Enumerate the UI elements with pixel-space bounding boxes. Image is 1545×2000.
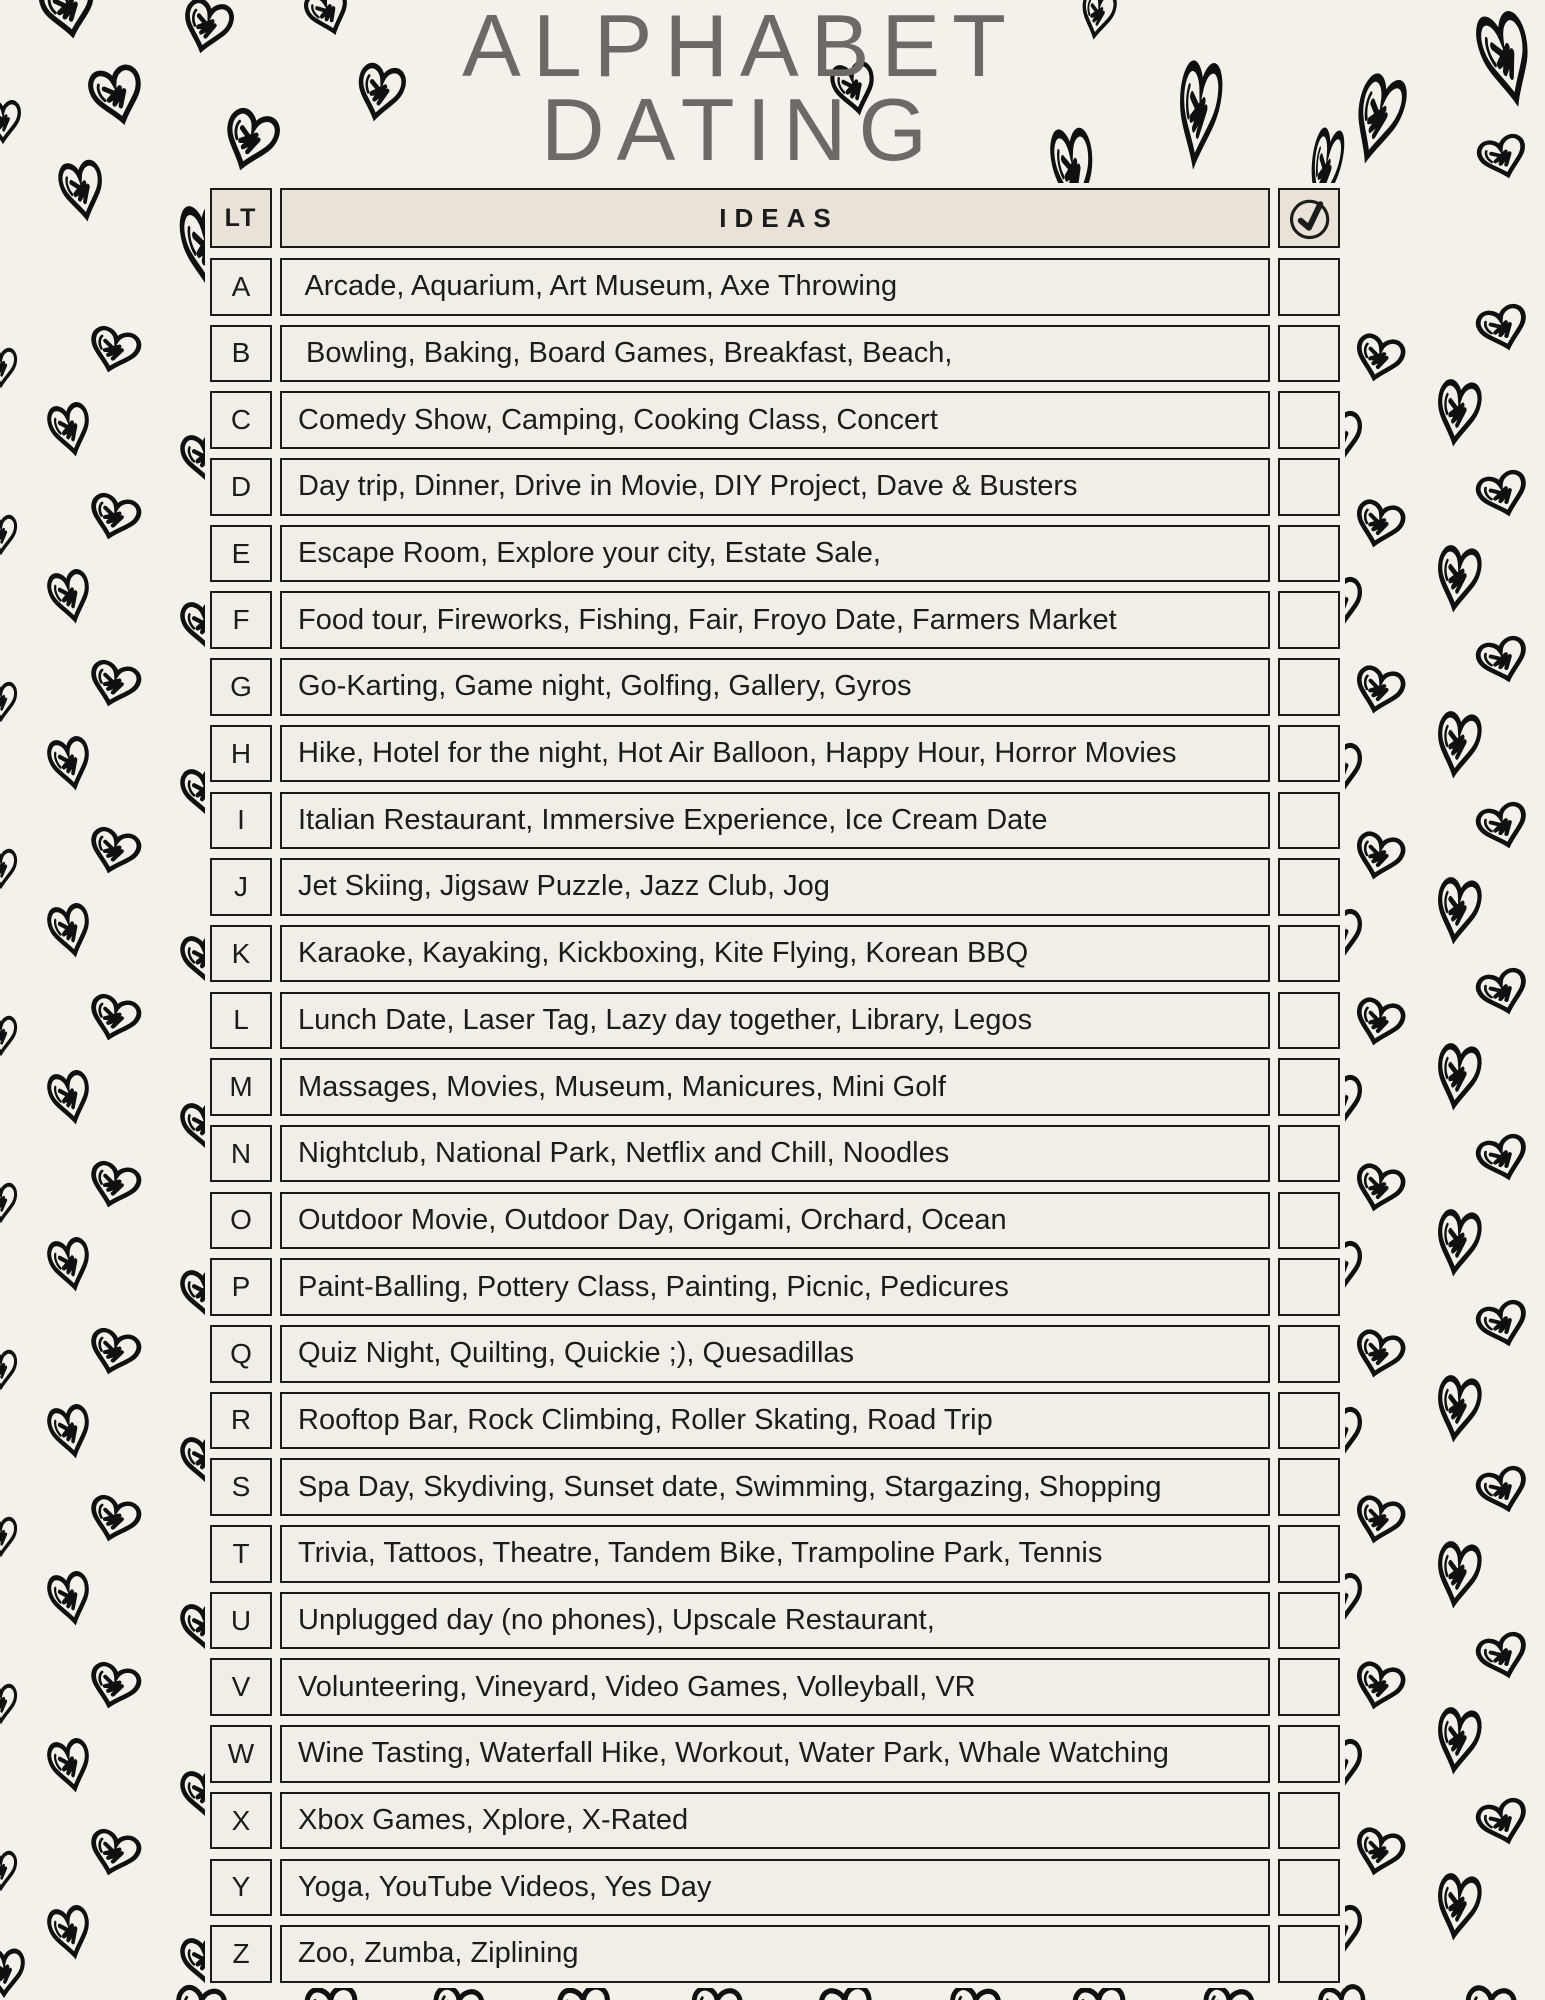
letter-cell: C xyxy=(210,391,272,449)
check-cell[interactable] xyxy=(1278,391,1340,449)
heart-doodle-icon xyxy=(1470,1791,1535,1852)
table-row xyxy=(210,591,1340,649)
ideas-cell: Spa Day, Skydiving, Sunset date, Swimming, Stargazing, Shopping xyxy=(280,1458,1270,1516)
heart-doodle-icon xyxy=(1348,1489,1411,1550)
check-cell[interactable] xyxy=(1278,1192,1340,1250)
heart-doodle-icon xyxy=(42,730,97,796)
check-cell[interactable] xyxy=(1278,1125,1340,1183)
heart-doodle-icon xyxy=(1430,1701,1486,1779)
heart-doodle-icon xyxy=(1470,961,1535,1022)
heart-doodle-icon xyxy=(1470,1459,1535,1520)
heart-doodle-icon xyxy=(0,1945,26,1999)
table-row xyxy=(210,858,1340,916)
ideas-cell: Trivia, Tattoos, Theatre, Tandem Bike, Trampoline Park, Tennis xyxy=(280,1525,1270,1583)
heart-doodle-icon xyxy=(1470,795,1535,856)
table-header-row xyxy=(210,188,1340,248)
check-cell[interactable] xyxy=(1278,925,1340,983)
heart-doodle-icon xyxy=(0,1013,18,1057)
ideas-cell: Hike, Hotel for the night, Hot Air Balloon, Happy Hour, Horror Movies xyxy=(280,725,1270,783)
letter-cell: L xyxy=(210,992,272,1050)
heart-doodle-icon xyxy=(1430,871,1486,949)
heart-doodle-icon xyxy=(42,563,97,629)
check-cell[interactable] xyxy=(1278,591,1340,649)
ideas-cell: Quiz Night, Quilting, Quickie ;), Quesadillas xyxy=(280,1325,1270,1383)
table-row xyxy=(210,1592,1340,1650)
heart-doodle-icon xyxy=(1470,463,1535,524)
heart-doodle-icon xyxy=(1470,1127,1535,1188)
ideas-cell: Day trip, Dinner, Drive in Movie, DIY Project, Dave & Busters xyxy=(280,458,1270,516)
ideas-cell: Rooftop Bar, Rock Climbing, Roller Skating, Road Trip xyxy=(280,1392,1270,1450)
heart-doodle-icon xyxy=(82,1489,147,1549)
check-cell[interactable] xyxy=(1278,725,1340,783)
check-cell[interactable] xyxy=(1278,792,1340,850)
heart-doodle-icon xyxy=(0,1848,18,1892)
heart-doodle-icon xyxy=(0,512,18,556)
heart-doodle-icon xyxy=(1348,1821,1411,1882)
check-cell[interactable] xyxy=(1278,1058,1340,1116)
letter-cell: P xyxy=(210,1258,272,1316)
check-cell[interactable] xyxy=(1278,325,1340,383)
heart-doodle-icon xyxy=(42,396,97,462)
check-cell[interactable] xyxy=(1278,458,1340,516)
check-cell[interactable] xyxy=(1278,1458,1340,1516)
table-rows xyxy=(210,258,1340,1983)
heart-doodle-icon xyxy=(0,1180,18,1224)
letter-cell: H xyxy=(210,725,272,783)
table-row xyxy=(210,325,1340,383)
ideas-cell: Escape Room, Explore your city, Estate Sale, xyxy=(280,525,1270,583)
page-title xyxy=(0,0,1480,179)
check-column-header xyxy=(1278,188,1340,248)
check-cell[interactable] xyxy=(1278,258,1340,316)
letter-cell: R xyxy=(210,1392,272,1450)
check-cell[interactable] xyxy=(1278,1658,1340,1716)
table-row xyxy=(210,458,1340,516)
ideas-cell: Volunteering, Vineyard, Video Games, Volleyball, VR xyxy=(280,1658,1270,1716)
ideas-cell: Karaoke, Kayaking, Kickboxing, Kite Flying, Korean BBQ xyxy=(280,925,1270,983)
heart-doodle-icon xyxy=(0,1347,18,1391)
ideas-cell: Yoga, YouTube Videos, Yes Day xyxy=(280,1859,1270,1917)
check-cell[interactable] xyxy=(1278,1392,1340,1450)
check-cell[interactable] xyxy=(1278,992,1340,1050)
table-row xyxy=(210,258,1340,316)
heart-doodle-icon xyxy=(1348,1157,1411,1218)
heart-doodle-icon xyxy=(42,1732,97,1798)
letter-cell: M xyxy=(210,1058,272,1116)
letter-cell: B xyxy=(210,325,272,383)
heart-doodle-icon xyxy=(1430,1203,1486,1281)
letter-cell: Q xyxy=(210,1325,272,1383)
heart-doodle-icon xyxy=(42,897,97,963)
heart-doodle-icon xyxy=(1470,1625,1535,1686)
letter-cell: Z xyxy=(210,1925,272,1983)
letter-cell: G xyxy=(210,658,272,716)
letter-cell: T xyxy=(210,1525,272,1583)
ideas-cell: Comedy Show, Camping, Cooking Class, Concert xyxy=(280,391,1270,449)
table-row xyxy=(210,1325,1340,1383)
table-row xyxy=(210,658,1340,716)
heart-doodle-icon xyxy=(1430,705,1486,783)
letter-cell: W xyxy=(210,1725,272,1783)
table-row xyxy=(210,1525,1340,1583)
heart-doodle-icon xyxy=(1470,629,1535,690)
letter-cell: Y xyxy=(210,1859,272,1917)
heart-doodle-icon xyxy=(82,320,147,380)
ideas-cell: Outdoor Movie, Outdoor Day, Origami, Orchard, Ocean xyxy=(280,1192,1270,1250)
heart-doodle-icon xyxy=(1348,493,1411,554)
table-row xyxy=(210,1192,1340,1250)
ideas-cell: Xbox Games, Xplore, X-Rated xyxy=(280,1792,1270,1850)
heart-doodle-icon xyxy=(1460,1980,1520,2000)
ideas-cell: Unplugged day (no phones), Upscale Restaurant, xyxy=(280,1592,1270,1650)
heart-doodle-icon xyxy=(82,1823,147,1883)
table-row xyxy=(210,1658,1340,1716)
letter-column-header: LT xyxy=(210,188,272,248)
heart-doodle-icon xyxy=(1348,1655,1411,1716)
heart-doodle-icon xyxy=(42,1231,97,1297)
letter-cell: I xyxy=(210,792,272,850)
heart-doodle-icon xyxy=(1348,1323,1411,1384)
letter-cell: E xyxy=(210,525,272,583)
heart-doodle-icon xyxy=(1430,539,1486,617)
table-row xyxy=(210,1058,1340,1116)
table-row xyxy=(210,1792,1340,1850)
table-row xyxy=(210,1458,1340,1516)
check-cell[interactable] xyxy=(1278,1725,1340,1783)
heart-doodle-icon xyxy=(1348,659,1411,720)
table-row xyxy=(210,525,1340,583)
heart-doodle-icon xyxy=(82,487,147,547)
heart-doodle-icon xyxy=(42,1064,97,1130)
ideas-cell: Italian Restaurant, Immersive Experience, Ice Cream Date xyxy=(280,792,1270,850)
letter-cell: O xyxy=(210,1192,272,1250)
heart-doodle-icon xyxy=(0,345,18,389)
ideas-cell: Paint-Balling, Pottery Class, Painting, Picnic, Pedicures xyxy=(280,1258,1270,1316)
table-row xyxy=(210,1392,1340,1450)
letter-cell: F xyxy=(210,591,272,649)
title-line-2: DATING xyxy=(541,80,939,179)
heart-doodle-icon xyxy=(1348,825,1411,886)
table-row xyxy=(210,925,1340,983)
check-cell[interactable] xyxy=(1278,1325,1340,1383)
heart-doodle-icon xyxy=(1430,1037,1486,1115)
ideas-cell: Lunch Date, Laser Tag, Lazy day together, Library, Legos xyxy=(280,992,1270,1050)
table-row xyxy=(210,391,1340,449)
ideas-cell: Nightclub, National Park, Netflix and Chill, Noodles xyxy=(280,1125,1270,1183)
ideas-cell: Go-Karting, Game night, Golfing, Gallery, Gyros xyxy=(280,658,1270,716)
letter-cell: U xyxy=(210,1592,272,1650)
check-cell[interactable] xyxy=(1278,658,1340,716)
letter-cell: K xyxy=(210,925,272,983)
heart-doodle-icon xyxy=(42,1565,97,1631)
heart-doodle-icon xyxy=(1348,991,1411,1052)
ideas-cell: Food tour, Fireworks, Fishing, Fair, Froyo Date, Farmers Market xyxy=(280,591,1270,649)
heart-doodle-icon xyxy=(1430,373,1486,451)
check-cell[interactable] xyxy=(1278,1925,1340,1983)
ideas-cell: Arcade, Aquarium, Art Museum, Axe Throwing xyxy=(280,258,1270,316)
heart-doodle-icon xyxy=(82,821,147,881)
heart-doodle-icon xyxy=(0,846,18,890)
ideas-column-header: IDEAS xyxy=(280,188,1270,248)
table-row xyxy=(210,725,1340,783)
heart-doodle-icon xyxy=(0,1681,18,1725)
ideas-cell: Wine Tasting, Waterfall Hike, Workout, Water Park, Whale Watching xyxy=(280,1725,1270,1783)
heart-doodle-icon xyxy=(0,1514,18,1558)
heart-doodle-icon xyxy=(82,1656,147,1716)
letter-cell: X xyxy=(210,1792,272,1850)
heart-doodle-icon xyxy=(1348,327,1411,388)
letter-cell: J xyxy=(210,858,272,916)
heart-doodle-icon xyxy=(82,988,147,1048)
letter-cell: A xyxy=(210,258,272,316)
heart-doodle-icon xyxy=(42,1899,97,1965)
table-row xyxy=(210,1125,1340,1183)
check-cell[interactable] xyxy=(1278,1525,1340,1583)
heart-doodle-icon xyxy=(82,1322,147,1382)
heart-doodle-icon xyxy=(1472,128,1535,187)
table-row xyxy=(210,1859,1340,1917)
ideas-cell: Jet Skiing, Jigsaw Puzzle, Jazz Club, Jog xyxy=(280,858,1270,916)
check-circle-icon xyxy=(1282,191,1335,244)
heart-doodle-icon xyxy=(82,654,147,714)
ideas-cell: Zoo, Zumba, Ziplining xyxy=(280,1925,1270,1983)
check-cell[interactable] xyxy=(1278,1592,1340,1650)
heart-doodle-icon xyxy=(1470,297,1535,358)
check-cell[interactable] xyxy=(1278,1792,1340,1850)
table-row xyxy=(210,1725,1340,1783)
check-cell[interactable] xyxy=(1278,1258,1340,1316)
ideas-cell: Bowling, Baking, Board Games, Breakfast, Beach, xyxy=(280,325,1270,383)
check-cell[interactable] xyxy=(1278,858,1340,916)
check-cell[interactable] xyxy=(1278,1859,1340,1917)
heart-doodle-icon xyxy=(1430,1535,1486,1613)
heart-doodle-icon xyxy=(1430,1369,1486,1447)
title-line-1: ALPHABET xyxy=(462,0,1018,95)
alphabet-dating-table xyxy=(205,183,1345,1988)
ideas-cell: Massages, Movies, Museum, Manicures, Mini Golf xyxy=(280,1058,1270,1116)
letter-cell: N xyxy=(210,1125,272,1183)
letter-cell: V xyxy=(210,1658,272,1716)
heart-doodle-icon xyxy=(0,679,18,723)
heart-doodle-icon xyxy=(82,1155,147,1215)
letter-cell: S xyxy=(210,1458,272,1516)
table-row xyxy=(210,1258,1340,1316)
check-cell[interactable] xyxy=(1278,525,1340,583)
table-row xyxy=(210,992,1340,1050)
heart-doodle-icon xyxy=(1470,1293,1535,1354)
table-row xyxy=(210,792,1340,850)
letter-cell: D xyxy=(210,458,272,516)
table-row xyxy=(210,1925,1340,1983)
heart-doodle-icon xyxy=(42,1398,97,1464)
heart-doodle-icon xyxy=(1430,1867,1486,1945)
